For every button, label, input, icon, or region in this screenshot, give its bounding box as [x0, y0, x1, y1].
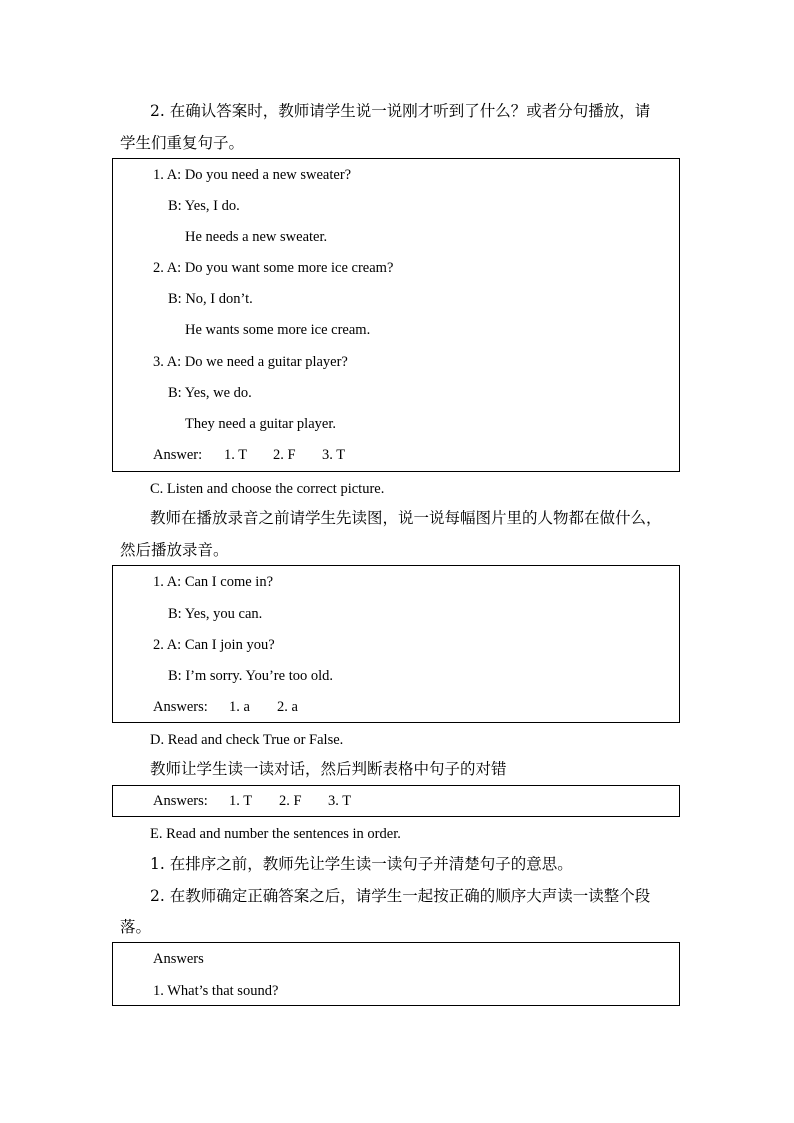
- answer-box-4: [112, 942, 680, 1006]
- box1-line6: He wants some more ice cream.: [185, 322, 371, 338]
- section-b-instruction-line1: 2. 在确认答案时，教师请学生说一说刚才听到了什么？或者分句播放，请: [150, 102, 651, 120]
- box1-line2: B: Yes, I do.: [168, 198, 240, 214]
- box2-answer-2: 2. a: [277, 699, 298, 715]
- box1-line7: 3. A: Do we need a guitar player?: [153, 354, 348, 370]
- section-d-line1: 教师让学生读一读对话，然后判断表格中句子的对错: [150, 760, 507, 778]
- section-e-step2-line1: 2. 在教师确定正确答案之后，请学生一起按正确的顺序大声读一读整个段: [150, 887, 651, 905]
- box2-line3: 2. A: Can I join you?: [153, 637, 275, 653]
- box3-answer-2: 2. F: [279, 793, 302, 809]
- answer-box-3: [112, 785, 680, 817]
- box1-line8: B: Yes, we do.: [168, 385, 252, 401]
- section-c-line2: 然后播放录音。: [120, 541, 229, 559]
- section-c-title: C. Listen and choose the correct picture.: [150, 481, 385, 497]
- box2-answer-1: 1. a: [229, 699, 250, 715]
- section-d-title: D. Read and check True or False.: [150, 732, 344, 748]
- box4-answers-label: Answers: [153, 951, 204, 967]
- section-e-title: E. Read and number the sentences in order.: [150, 826, 401, 842]
- box2-answers-label: Answers:: [153, 699, 208, 715]
- box1-line4: 2. A: Do you want some more ice cream?: [153, 260, 394, 276]
- box3-answers-label: Answers:: [153, 793, 208, 809]
- box1-line1: 1. A: Do you need a new sweater?: [153, 167, 352, 183]
- box2-line2: B: Yes, you can.: [168, 606, 263, 622]
- section-e-step2-line2: 落。: [120, 918, 152, 936]
- section-e-step1: 1. 在排序之前，教师先让学生读一读句子并清楚句子的意思。: [150, 855, 573, 873]
- box1-line3: He needs a new sweater.: [185, 229, 328, 245]
- box1-answer-3: 3. T: [322, 447, 346, 463]
- box1-line5: B: No, I don’t.: [168, 291, 253, 307]
- section-b-instruction-line2: 学生们重复句子。: [120, 134, 245, 152]
- box2-line4: B: I’m sorry. You’re too old.: [168, 668, 334, 684]
- box4-line1: 1. What’s that sound?: [153, 983, 279, 999]
- section-c-line1: 教师在播放录音之前请学生先读图，说一说每幅图片里的人物都在做什么，: [150, 509, 662, 527]
- box1-answer-2: 2. F: [273, 447, 296, 463]
- box1-answers-label: Answer:: [153, 447, 203, 463]
- box3-answer-3: 3. T: [328, 793, 352, 809]
- answer-box-2: [112, 565, 680, 723]
- box1-line9: They need a guitar player.: [185, 416, 336, 432]
- box3-answer-1: 1. T: [229, 793, 253, 809]
- box1-answer-1: 1. T: [224, 447, 248, 463]
- answer-box-1: [112, 158, 680, 472]
- box2-line1: 1. A: Can I come in?: [153, 574, 274, 590]
